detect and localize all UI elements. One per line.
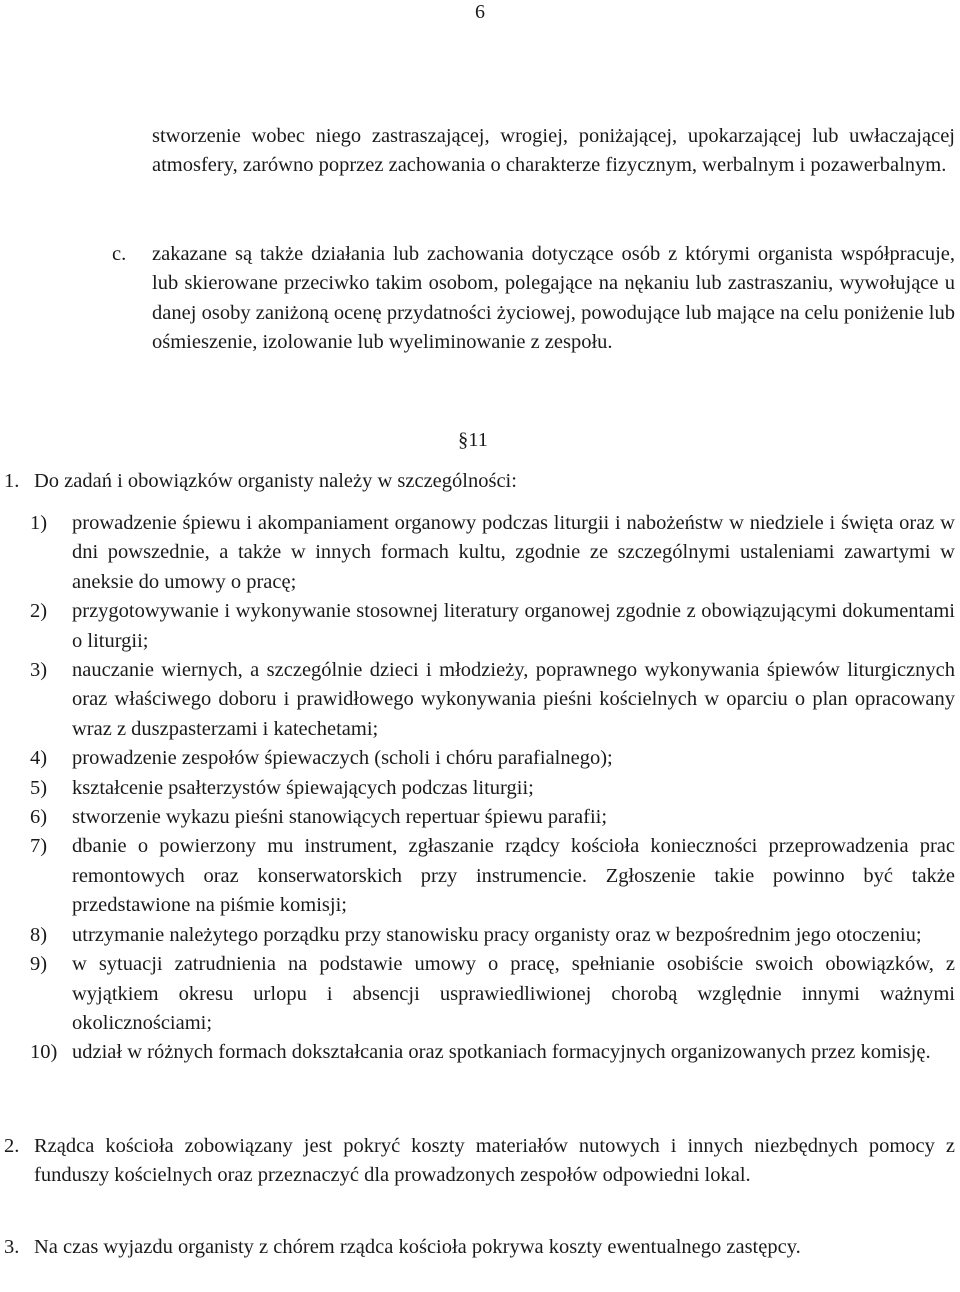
list-item	[30, 774, 955, 803]
list-item-text: kształcenie psałterzystów śpiewających podczas liturgii;	[72, 776, 534, 799]
list-item-text: prowadzenie zespołów śpiewaczych (scholi i chóru parafialnego);	[72, 747, 613, 770]
page-number: 6	[475, 1, 485, 23]
list-marker-c: c.	[112, 243, 127, 265]
list-item-text: udział w różnych formach dokształcania oraz spotkaniach formacyjnych organizowanych przez komisję.	[72, 1041, 931, 1064]
list-item	[30, 509, 955, 597]
list-item	[30, 950, 955, 1038]
list-item-text: stworzenie wykazu pieśni stanowiących repertuar śpiewu parafii;	[72, 806, 608, 829]
point-1-number: 1.	[4, 470, 20, 492]
list-item	[30, 1038, 955, 1067]
list-item-text: w sytuacji zatrudnienia na podstawie umowy o pracę, spełnianie osobiście swoich obowiązków, z wyjątkiem okresu urlopu i absencji usprawiedliwionej chorobą względnie innymi ważnymi okolicznościami;	[72, 953, 955, 1034]
list-item-number: 5)	[30, 776, 48, 799]
list-item-number: 7)	[30, 835, 48, 858]
list-item-number: 3)	[30, 659, 48, 682]
list-item	[30, 744, 955, 773]
paragraph-b-continuation: stworzenie wobec niego zastraszającej, wrogiej, poniżającej, upokarzającej lub uwłaczającej atmosfery, zarówno poprzez zachowania o charakterze fizycznym, werbalnym i pozawerbalnym.	[152, 125, 955, 177]
section-heading: §11	[458, 429, 488, 451]
point-2-number: 2.	[4, 1135, 20, 1157]
point-3-number: 3.	[4, 1236, 20, 1258]
list-item-number: 2)	[30, 600, 48, 623]
list-item-text: utrzymanie należytego porządku przy stanowisku pracy organisty oraz w bezpośrednim jego otoczeniu;	[72, 923, 922, 946]
point-3-text: Na czas wyjazdu organisty z chórem rządca kościoła pokrywa koszty ewentualnego zastępcy.	[34, 1236, 801, 1258]
list-item-number: 4)	[30, 747, 48, 770]
list-item-number: 8)	[30, 923, 48, 946]
point-1	[4, 467, 955, 496]
list-item	[30, 832, 955, 920]
point-2-text: Rządca kościoła zobowiązany jest pokryć koszty materiałów nutowych i innych niezbędnych pomocy z funduszy kościelnych oraz przeznaczyć dla prowadzonych zespołów odpowiedni lokal.	[34, 1135, 955, 1187]
list-item	[30, 597, 955, 656]
list-item-number: 6)	[30, 806, 48, 829]
list-item	[30, 803, 955, 832]
point-2	[4, 1132, 955, 1191]
list-item-text: nauczanie wiernych, a szczególnie dzieci i młodzieży, poprawnego wykonywania śpiewów liturgicznych oraz właściwego doboru i prawidłowego wykonywania pieśni kościelnych w oparciu o plan opracowany wraz z duszpasterzami i katechetami;	[72, 659, 955, 740]
duties-list	[30, 509, 955, 1068]
list-item	[30, 921, 955, 950]
list-item-number: 10)	[30, 1041, 58, 1064]
list-item-text: dbanie o powierzony mu instrument, zgłaszanie rządcy kościoła konieczności przeprowadzenia prac remontowych oraz konserwatorskich przy instrumencie. Zgłoszenie takie powinno być także przedstawione na piśmie komisji;	[72, 835, 955, 917]
list-item-text: przygotowywanie i wykonywanie stosownej literatury organowej zgodnie z obowiązującymi dokumentami o liturgii;	[72, 600, 955, 652]
list-item-number: 9)	[30, 953, 48, 976]
list-item-number: 1)	[30, 512, 48, 534]
list-item-c	[112, 240, 955, 358]
point-1-intro: Do zadań i obowiązków organisty należy w szczególności:	[34, 470, 517, 492]
list-item-text: prowadzenie śpiewu i akompaniament organowy podczas liturgii i nabożeństw w niedziele i święta oraz w dni powszednie, a także w innych formach kultu, zgodnie ze szczególnymi ustaleniami zawartymi w aneksie do umowy o pracę;	[72, 512, 955, 593]
point-3	[4, 1233, 955, 1262]
list-item	[30, 656, 955, 744]
list-item-c-text: zakazane są także działania lub zachowania dotyczące osób z którymi organista współpracuje, lub skierowane przeciwko takim osobom, polegające na nękaniu lub zastraszaniu, wywołujące u danej osoby zaniżoną ocenę przydatności życiowej, powodujące lub mające na celu poniżenie lub ośmieszenie, izolowanie lub wyeliminowanie z zespołu.	[152, 243, 955, 354]
